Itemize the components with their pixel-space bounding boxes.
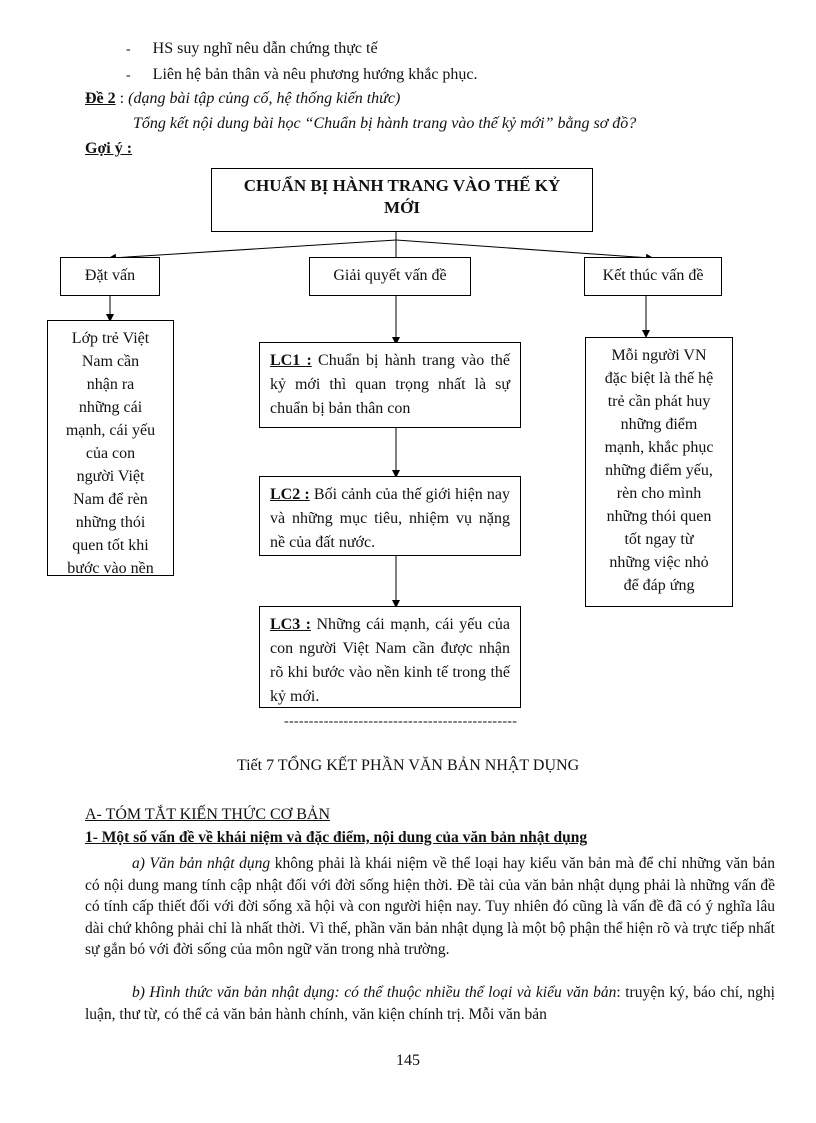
bullet-text: Liên hệ bản thân và nêu phương hướng khắc phục. bbox=[152, 66, 478, 83]
lc3-label: LC3 : bbox=[270, 616, 311, 633]
lc3-text: Những cái mạnh, cái yếu của con người Việt Nam cần được nhận rõ khi bước vào nền kinh tế trong thế kỷ mới. bbox=[270, 616, 510, 705]
lc2-box bbox=[259, 476, 521, 556]
de2-separator: : bbox=[119, 90, 125, 107]
right-line: những điểm yếu, bbox=[605, 462, 713, 479]
branch-left-label: Đặt vấn bbox=[84, 267, 136, 284]
right-line: Mỗi người VN bbox=[611, 347, 707, 364]
left-line: những cái bbox=[78, 399, 143, 416]
left-line: mạnh, cái yếu bbox=[65, 422, 156, 439]
arrow-title-to-right bbox=[396, 240, 650, 258]
left-line: những thói bbox=[75, 514, 146, 531]
de2-task: Tổng kết nội dung bài học “Chuẩn bị hành trang vào thế kỷ mới” bằng sơ đồ? bbox=[133, 115, 637, 132]
lc1-text: Chuẩn bị hành trang vào thế kỷ mới thì quan trọng nhất là sự chuẩn bị bản thân con bbox=[270, 352, 511, 417]
left-line: của con bbox=[85, 445, 136, 462]
left-line: Nam để rèn bbox=[73, 491, 148, 508]
diagram-title-line-1: CHUẨN BỊ HÀNH TRANG VÀO THẾ KỶ bbox=[243, 176, 561, 195]
diagram-title-box bbox=[211, 168, 593, 232]
bullet-marker: - bbox=[126, 42, 131, 57]
bullet-marker: - bbox=[126, 68, 131, 83]
left-line: Nam cần bbox=[81, 353, 140, 370]
page-number: 145 bbox=[396, 1052, 420, 1069]
right-line: để đáp ứng bbox=[623, 577, 695, 594]
paragraph-b-text: : truyện ký, báo chí, nghị luận, thư từ, có thể cả văn bản hành chính, văn kiện chính trị. Mỗi văn bản bbox=[85, 984, 775, 1023]
branch-middle-box bbox=[309, 257, 471, 296]
goi-y-label: Gợi ý : bbox=[85, 140, 133, 157]
arrow-title-to-left bbox=[112, 240, 396, 258]
lc1-box bbox=[259, 342, 521, 428]
bullet-text: HS suy nghĩ nêu dẫn chứng thực tế bbox=[152, 40, 378, 57]
lc2-label: LC2 : bbox=[270, 486, 310, 503]
right-conclusion-box bbox=[585, 337, 733, 607]
left-line: người Việt bbox=[76, 468, 145, 485]
diagram-title-line-2: MỚI bbox=[384, 198, 420, 217]
branch-right-box bbox=[584, 257, 722, 296]
de2-label: Đề 2 bbox=[85, 90, 116, 107]
left-conclusion-box bbox=[47, 320, 174, 576]
right-line: mạnh, khắc phục bbox=[604, 439, 714, 456]
lc3-box bbox=[259, 606, 521, 708]
lc2-text: Bối cảnh của thế giới hiện nay và những mục tiêu, nhiệm vụ nặng nề của đất nước. bbox=[270, 486, 510, 551]
left-line: Lớp trẻ Việt bbox=[71, 330, 150, 347]
right-line: tốt ngay từ bbox=[624, 531, 694, 548]
left-line: bước vào nền bbox=[67, 560, 154, 576]
right-line: rèn cho mình bbox=[616, 485, 702, 502]
branch-left-box bbox=[60, 257, 160, 296]
branch-right-label: Kết thúc vấn đề bbox=[602, 267, 704, 284]
left-line: nhận ra bbox=[86, 376, 135, 393]
lc1-label: LC1 : bbox=[270, 352, 312, 369]
lesson-title: Tiết 7 TỔNG KẾT PHẦN VĂN BẢN NHẬT DỤNG bbox=[236, 757, 580, 774]
paragraph-a-text: không phải là khái niệm về thể loại hay kiểu văn bản mà để chỉ những văn bản có nội dung mang tính cập nhật đối với đời sống hiện thời. Đề tài của văn bản nhật dụng phải là những vấn đề có tính cấp thiết đối với đời sống xã hội và con người hiện nay. Tuy nhiên đó cũng là vấn đề đã có ý nghĩa lâu dài chứ không phải chỉ là nhất thời. Vì thế, phần văn bản nhật dụng là một bộ phận thể hiện rõ và trực tiếp nhất sự gắn bó với đời sống của môn ngữ văn trong nhà trường. bbox=[85, 855, 775, 958]
paragraph-b-lead: b) Hình thức văn bản nhật dụng: có thể thuộc nhiều thể loại và kiểu văn bản bbox=[132, 984, 617, 1001]
right-line: những việc nhỏ bbox=[609, 554, 709, 571]
paragraph-a-lead: a) Văn bản nhật dụng bbox=[132, 855, 271, 872]
right-line: đặc biệt là thế hệ bbox=[604, 370, 714, 387]
right-line: những điểm bbox=[620, 416, 698, 433]
left-line: quen tốt khi bbox=[72, 537, 149, 554]
paragraph-b bbox=[85, 982, 775, 1025]
divider: ----------------------------------------------- bbox=[284, 714, 518, 729]
right-line: những thói quen bbox=[606, 508, 712, 525]
de2-note: (dạng bài tập củng cố, hệ thống kiến thức) bbox=[128, 90, 401, 107]
branch-middle-label: Giải quyết vấn đề bbox=[333, 267, 447, 284]
section-a-heading: A- TÓM TẮT KIẾN THỨC CƠ BẢN bbox=[85, 806, 331, 823]
right-line: trẻ cần phát huy bbox=[607, 393, 711, 410]
paragraph-a bbox=[85, 853, 775, 961]
section-1-heading: 1- Một số vấn đề về khái niệm và đặc điểm, nội dung của văn bản nhật dụng bbox=[85, 829, 588, 846]
